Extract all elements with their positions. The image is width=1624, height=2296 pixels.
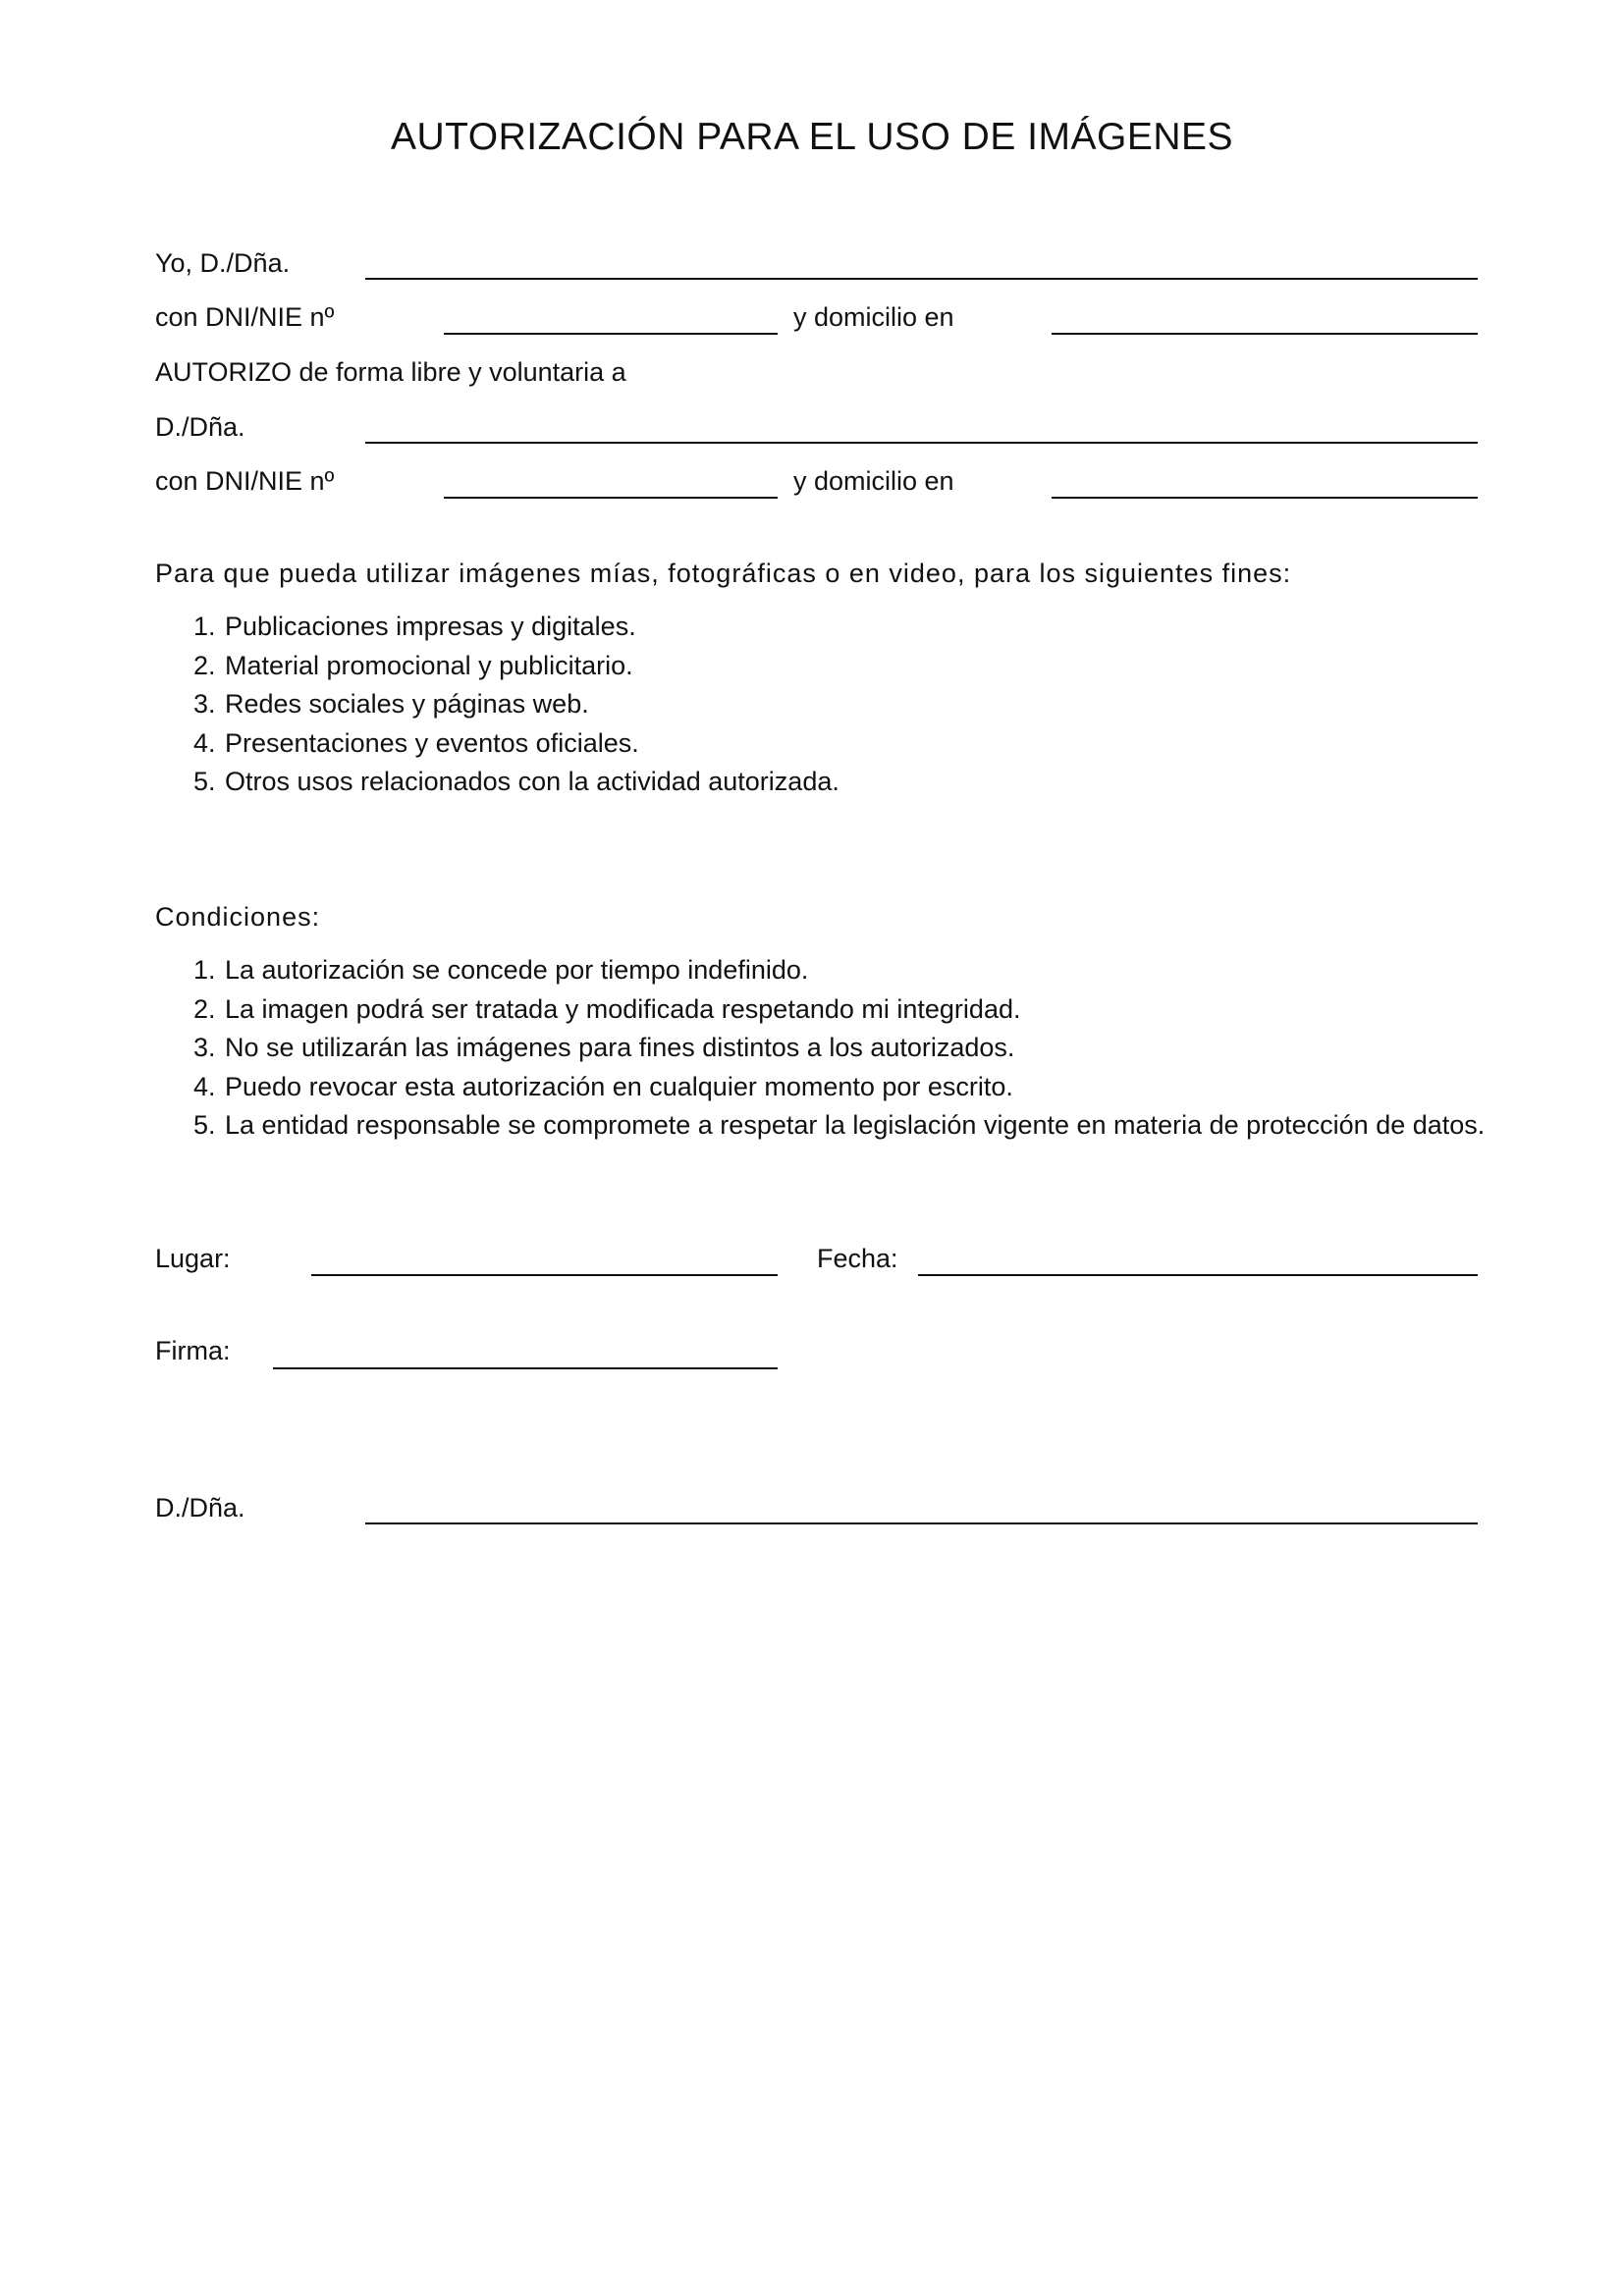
- authorizer-dni-label: con DNI/NIE nº: [155, 302, 335, 332]
- signature-label: Firma:: [155, 1336, 231, 1365]
- authorized-address-field[interactable]: [1052, 497, 1478, 499]
- authorizer-name-label: Yo, D./Dña.: [155, 248, 291, 278]
- list-item: 5. Otros usos relacionados con la actividad autorizada.: [193, 767, 839, 796]
- list-item: 3. Redes sociales y páginas web.: [193, 689, 589, 719]
- signer-name-label: D./Dña.: [155, 1493, 245, 1522]
- date-field[interactable]: [918, 1274, 1478, 1276]
- authorized-dni-field[interactable]: [444, 497, 778, 499]
- authorizer-dni-field[interactable]: [444, 333, 778, 335]
- authorize-statement: AUTORIZO de forma libre y voluntaria a: [155, 357, 626, 387]
- conditions-list: [193, 951, 1485, 1146]
- list-item: 4. Puedo revocar esta autorización en cualquier momento por escrito.: [193, 1071, 1013, 1101]
- list-item: 4. Presentaciones y eventos oficiales.: [193, 727, 639, 758]
- place-label: Lugar:: [155, 1244, 231, 1273]
- signature-field[interactable]: [273, 1367, 778, 1369]
- date-label: Fecha:: [817, 1244, 898, 1273]
- list-item: 5. La entidad responsable se compromete a respetar la legislación vigente en materia de protección de datos.: [193, 1110, 1486, 1140]
- place-field[interactable]: [311, 1274, 778, 1276]
- authorized-name-label: D./Dña.: [155, 412, 245, 442]
- authorizer-name-field[interactable]: [365, 278, 1478, 280]
- authorized-name-field[interactable]: [365, 442, 1478, 444]
- document-title: AUTORIZACIÓN PARA EL USO DE IMÁGENES: [390, 116, 1234, 158]
- purposes-intro: Para que pueda utilizar imágenes mías, fotográficas o en video, para los siguientes fines:: [155, 559, 1292, 588]
- purposes-list: [193, 608, 839, 802]
- list-item: 2. La imagen podrá ser tratada y modificada respetando mi integridad.: [193, 993, 1021, 1024]
- authorizer-address-label: y domicilio en: [793, 302, 954, 332]
- conditions-heading: Condiciones:: [155, 902, 321, 932]
- list-item: 3. No se utilizarán las imágenes para fines distintos a los autorizados.: [193, 1033, 1015, 1062]
- list-item: 2. Material promocional y publicitario.: [193, 650, 633, 680]
- authorized-address-label: y domicilio en: [793, 466, 954, 496]
- list-item: 1. Publicaciones impresas y digitales.: [193, 612, 636, 641]
- authorized-dni-label: con DNI/NIE nº: [155, 466, 335, 496]
- list-item: 1. La autorización se concede por tiempo indefinido.: [193, 955, 809, 985]
- signer-name-field[interactable]: [365, 1522, 1478, 1524]
- authorizer-address-field[interactable]: [1052, 333, 1478, 335]
